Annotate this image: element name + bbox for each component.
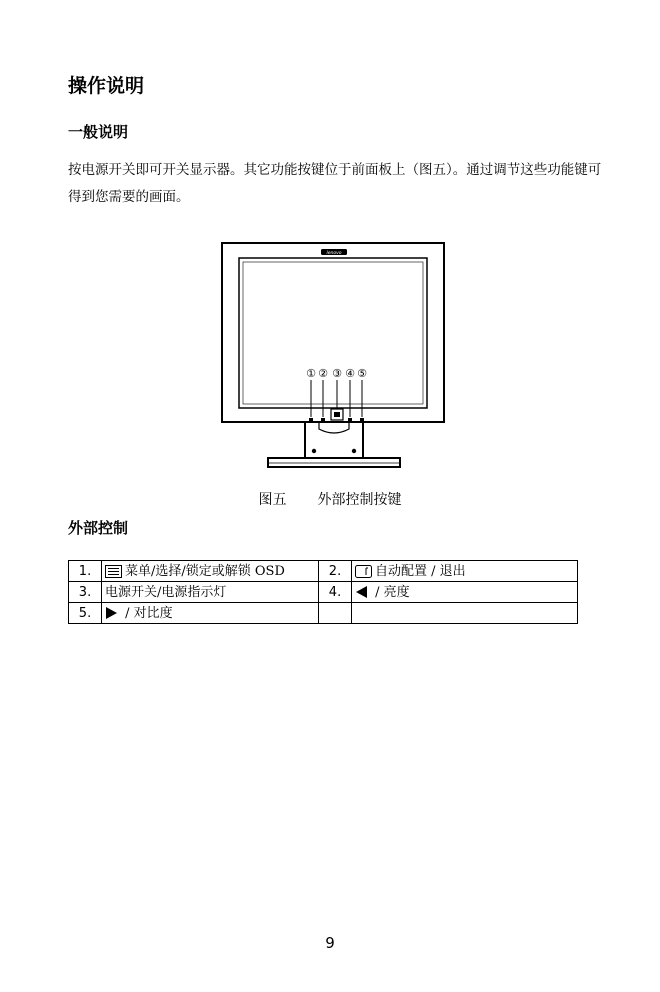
button-number-2: ②	[318, 367, 328, 380]
cell-number: 5.	[69, 603, 102, 624]
auto-config-icon	[355, 565, 372, 578]
section-heading-general: 一般说明	[68, 123, 129, 141]
figure-caption	[0, 489, 660, 509]
menu-icon	[105, 565, 122, 578]
monitor-front-view-figure	[221, 241, 447, 471]
cell-number: 4.	[319, 582, 352, 603]
cell-description	[352, 603, 578, 624]
cell-description	[102, 603, 319, 624]
page-title: 操作说明	[68, 75, 145, 97]
button-number-4: ④	[345, 367, 355, 380]
left-arrow-icon	[355, 586, 368, 598]
cell-description	[102, 582, 319, 603]
figure-caption-label: 图五	[258, 492, 287, 508]
svg-text:lenovo: lenovo	[326, 251, 342, 256]
cell-description	[352, 561, 578, 582]
right-arrow-icon	[105, 607, 118, 619]
table-row	[69, 603, 578, 624]
figure-caption-text: 外部控制按键	[317, 492, 402, 508]
cell-number: 3.	[69, 582, 102, 603]
external-controls-table	[68, 560, 578, 624]
table-row	[69, 582, 578, 603]
cell-description	[102, 561, 319, 582]
brand-logo	[321, 249, 347, 256]
button-number-1: ①	[306, 367, 316, 380]
cell-number: 1.	[69, 561, 102, 582]
description-text: / 对比度	[121, 605, 173, 621]
button-number-3: ③	[332, 367, 342, 380]
button-number-5: ⑤	[357, 367, 367, 380]
section-heading-external: 外部控制	[68, 519, 129, 537]
description-text: 自动配置 / 退出	[375, 563, 466, 579]
table-row	[69, 561, 578, 582]
cell-description	[352, 582, 578, 603]
description-text: 菜单/选择/锁定或解锁 OSD	[125, 563, 285, 579]
page-number: 9	[325, 934, 335, 952]
cell-number	[319, 603, 352, 624]
description-text: / 亮度	[371, 584, 410, 600]
general-paragraph: 按电源开关即可开关显示器。其它功能按键位于前面板上（图五）。通过调节这些功能键可得到您需要的画面。	[68, 162, 602, 205]
cell-number: 2.	[319, 561, 352, 582]
description-text: 电源开关/电源指示灯	[105, 584, 227, 600]
